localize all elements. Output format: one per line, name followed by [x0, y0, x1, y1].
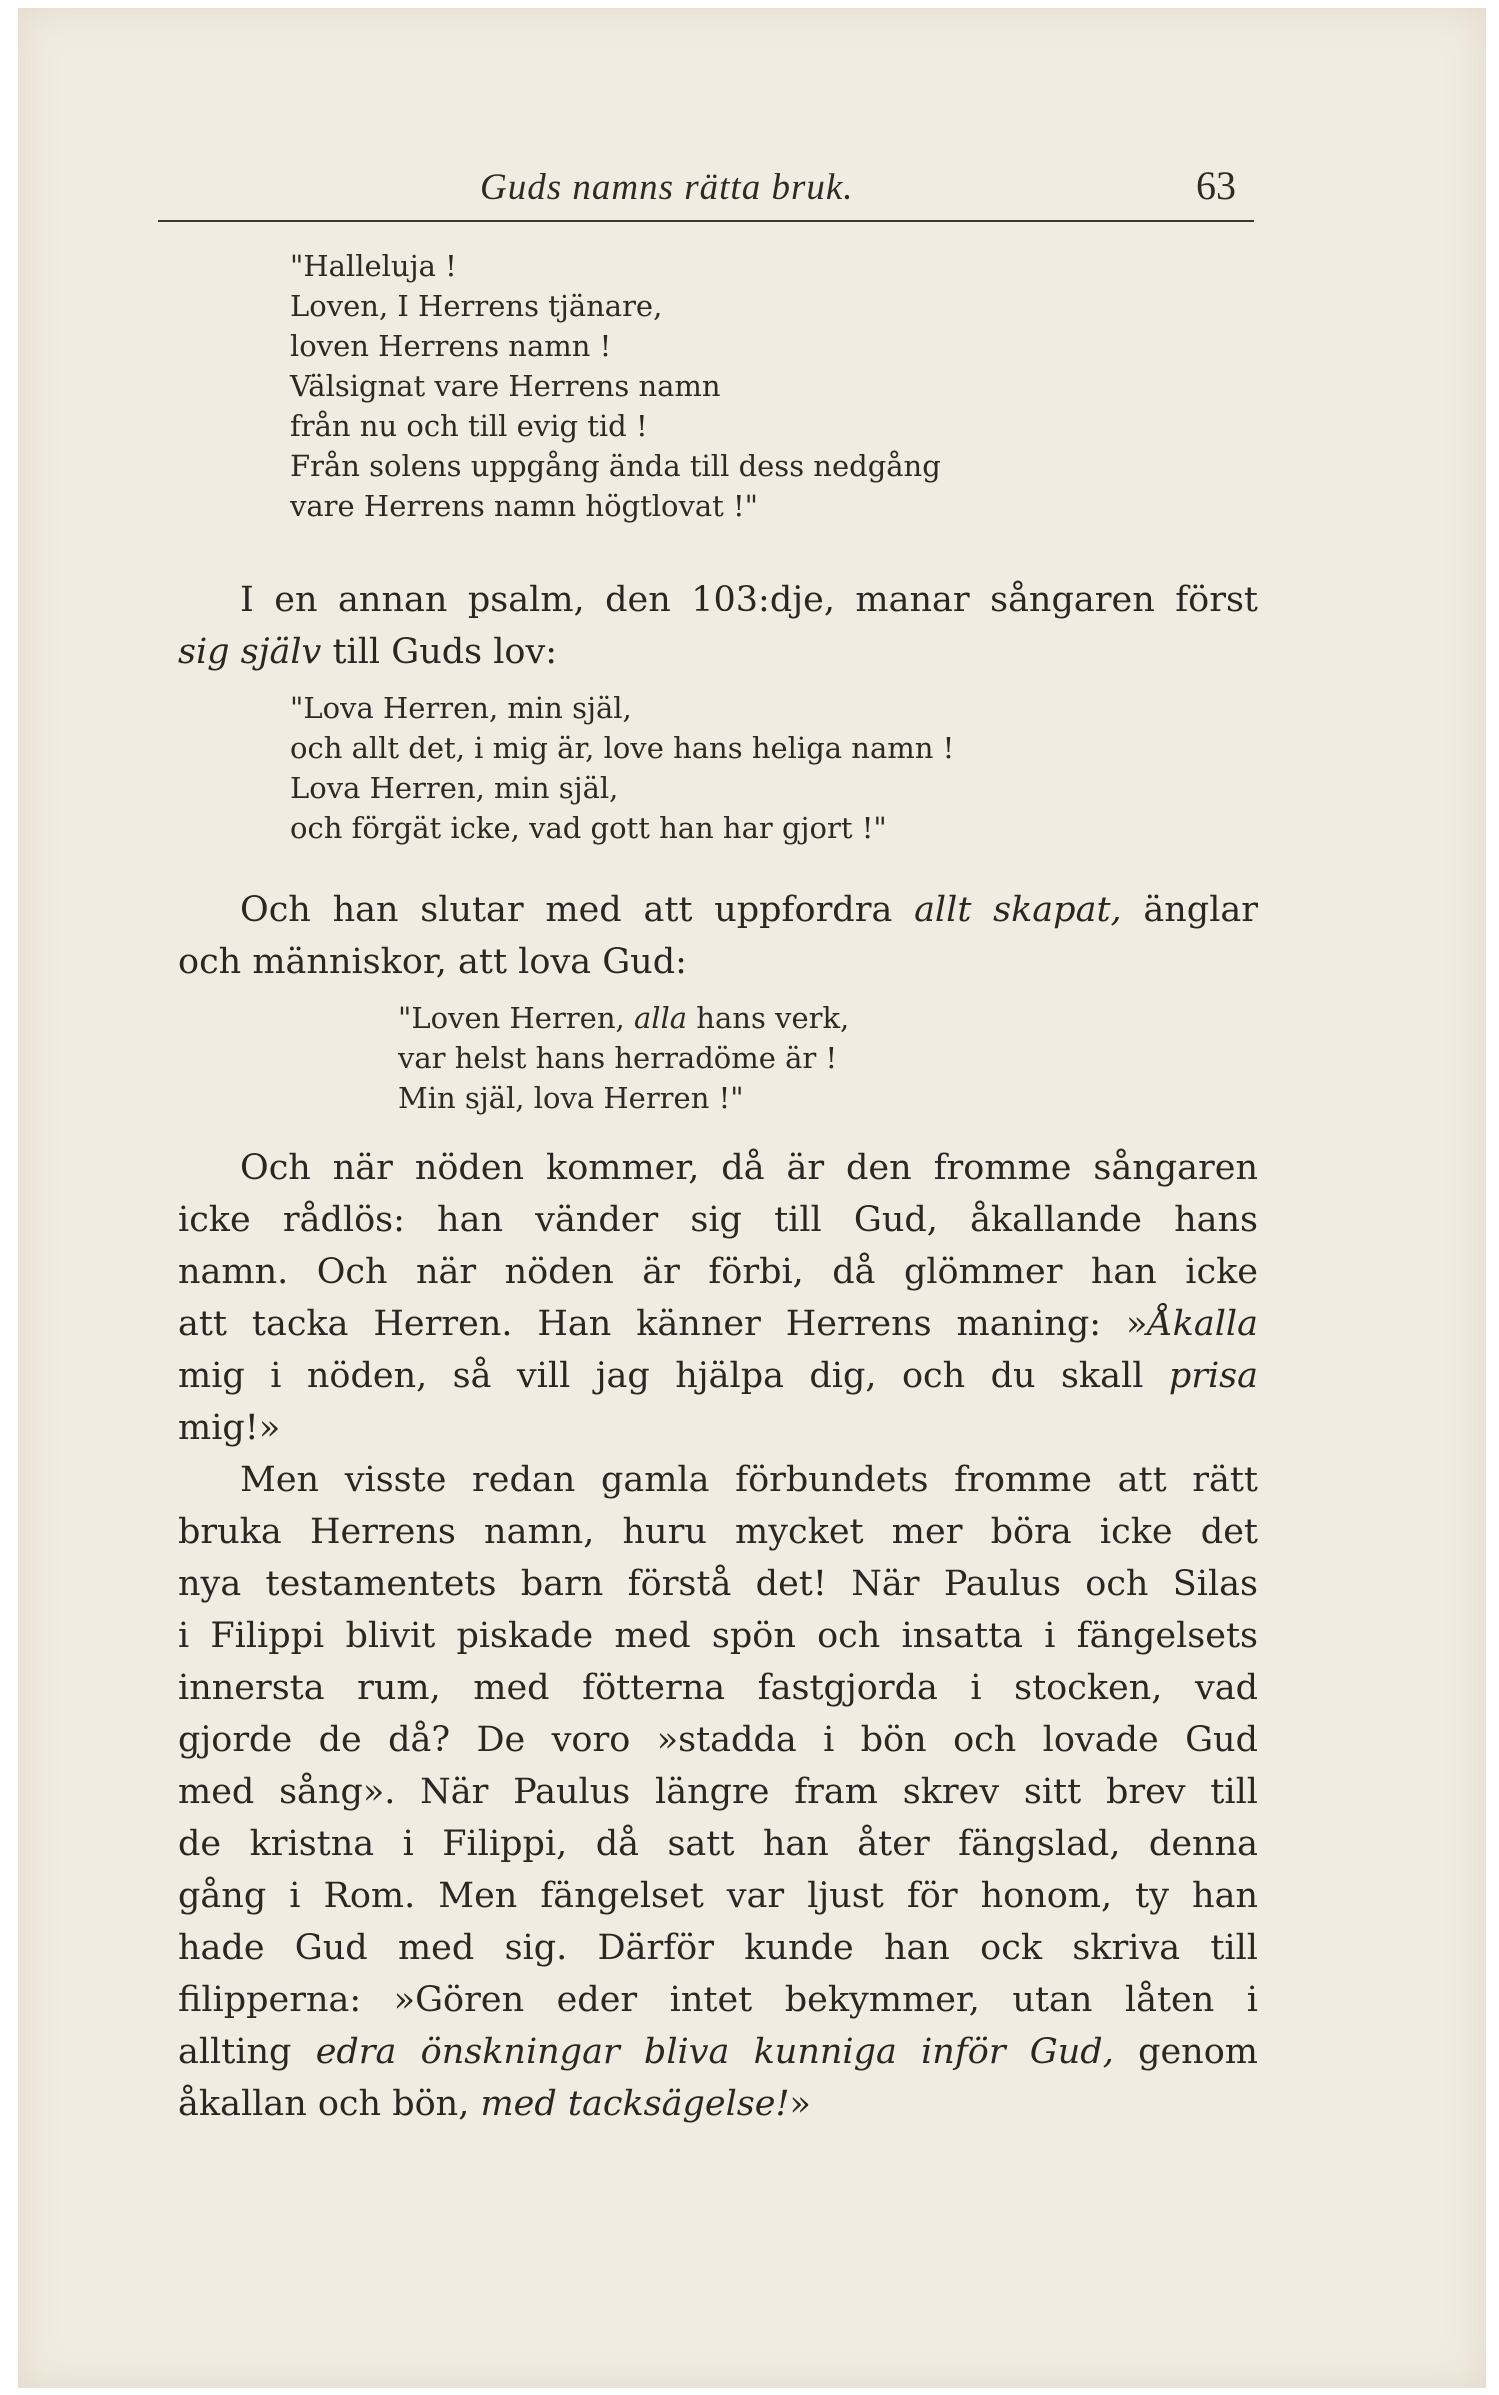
page-number: 63 [1196, 163, 1236, 208]
paragraph-line: med sång». När Paulus längre fram skrev sitt brev till [178, 1772, 1258, 1812]
psalm-quote-2 [290, 688, 954, 848]
verse-line: Loven, I Herrens tjänare, [290, 289, 663, 323]
psalm-quote-1 [290, 246, 941, 526]
verse-line: vare Herrens namn högtlovat !" [290, 489, 759, 523]
verse-line: och allt det, i mig är, love hans heliga namn ! [290, 731, 955, 765]
verse-line: Från solens uppgång ända till dess nedgång [290, 449, 941, 483]
verse-line: "Lova Herren, min själ, [290, 691, 632, 725]
paragraph-line: gång i Rom. Men fängelset var ljust för honom, ty han [178, 1876, 1258, 1916]
paragraph-line: åkallan och bön, med tacksägelse!» [178, 2084, 811, 2124]
running-title: Guds namns rätta bruk. [480, 167, 854, 208]
book-page [18, 8, 1486, 2388]
paragraph-line: mig!» [178, 1408, 281, 1448]
paragraph-line: och människor, att lova Gud: [178, 942, 687, 982]
italic-word: alla [633, 1001, 688, 1035]
paragraph-line: gjorde de då? De voro »stadda i bön och lovade Gud [178, 1720, 1258, 1760]
italic-phrase: sig själv [178, 632, 322, 672]
paragraph-line: de kristna i Filippi, då satt han åter fängslad, denna [178, 1824, 1258, 1864]
paragraph-line: I en annan psalm, den 103:dje, manar sångaren först [240, 580, 1258, 620]
paragraph-line: sig själv till Guds lov: [178, 632, 558, 672]
paragraph-line: mig i nöden, så vill jag hjälpa dig, och du skall prisa [178, 1356, 1258, 1396]
italic-word: prisa [1168, 1356, 1258, 1396]
paragraph-line: allting edra önskningar bliva kunniga inför Gud, genom [178, 2032, 1258, 2072]
verse-line: och förgät icke, vad gott han har gjort !" [290, 811, 887, 845]
paragraph-line: namn. Och när nöden är förbi, då glömmer han icke [178, 1252, 1258, 1292]
italic-phrase: allt skapat, [914, 890, 1122, 930]
verse-line: Lova Herren, min själ, [290, 771, 619, 805]
paragraph-line: i Filippi blivit piskade med spön och insatta i fängelsets [178, 1616, 1258, 1656]
paragraph-line: bruka Herrens namn, huru mycket mer böra icke det [178, 1512, 1258, 1552]
paragraph-line: nya testamentets barn förstå det! När Paulus och Silas [178, 1564, 1258, 1604]
paragraph-line: Men visste redan gamla förbundets fromme att rätt [240, 1460, 1258, 1500]
paragraph-line: filipperna: »Gören eder intet bekymmer, utan låten i [178, 1980, 1258, 2020]
verse-line: loven Herrens namn ! [290, 329, 612, 363]
paragraph-line: icke rådlös: han vänder sig till Gud, åkallande hans [178, 1200, 1258, 1240]
paragraph-line: innersta rum, med fötterna fastgjorda i stocken, vad [178, 1668, 1258, 1708]
italic-word: Åkalla [1147, 1304, 1258, 1344]
paragraph-line: Och när nöden kommer, då är den fromme sångaren [240, 1148, 1258, 1188]
verse-line: var helst hans herradöme är ! [398, 1041, 838, 1075]
psalm-quote-3 [398, 998, 849, 1118]
page-header [158, 160, 1254, 222]
verse-line: "Loven Herren, alla hans verk, [398, 1001, 850, 1035]
italic-phrase: med tacksägelse! [480, 2084, 790, 2124]
verse-line: "Halleluja ! [290, 249, 457, 283]
verse-line: Välsignat vare Herrens namn [290, 369, 721, 403]
paragraph-line: hade Gud med sig. Därför kunde han ock skriva till [178, 1928, 1258, 1968]
italic-phrase: edra önskningar bliva kunniga inför Gud, [315, 2032, 1114, 2072]
verse-line: från nu och till evig tid ! [290, 409, 648, 443]
paragraph-line: att tacka Herren. Han känner Herrens maning: »Åkalla [178, 1304, 1258, 1344]
paragraph-line: Och han slutar med att uppfordra allt skapat, änglar [240, 890, 1258, 930]
verse-line: Min själ, lova Herren !" [398, 1081, 744, 1115]
